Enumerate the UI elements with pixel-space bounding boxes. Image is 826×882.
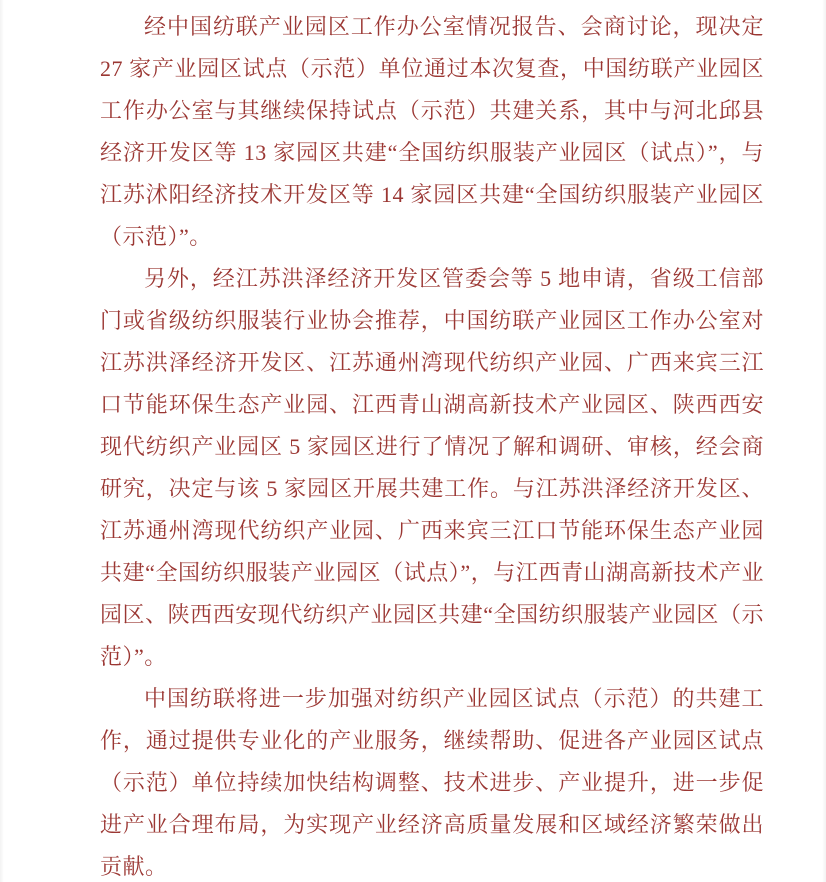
paragraph-review-results: 经中国纺联产业园区工作办公室情况报告、会商讨论，现决定 27 家产业园区试点（示范）单位通过本次复查，中国纺联产业园区工作办公室与其继续保持试点（示范）共建关系，其中与河北邱县经济开发区等 13 家园区共建“全国纺织服装产业园区（试点）”，与江苏沭阳经济技术开发区等 14 家园区共建“全国纺织服装产业园区（示范）”。 <box>100 14 764 249</box>
paragraph-new-parks: 另外，经江苏洪泽经济开发区管委会等 5 地申请，省级工信部门或省级纺织服装行业协会推荐，中国纺联产业园区工作办公室对江苏洪泽经济开发区、江苏通州湾现代纺织产业园、广西来宾三江口节能环保生态产业园、江西青山湖高新技术产业园区、陕西西安现代纺织产业园区 5 家园区进行了情况了解和调研、审核，经会商研究，决定与该 5 家园区开展共建工作。与江苏洪泽经济开发区、江苏通州湾现代纺织产业园、广西来宾三江口节能环保生态产业园共建“全国纺织服装产业园区（试点）”，与江西青山湖高新技术产业园区、陕西西安现代纺织产业园区共建“全国纺织服装产业园区（示范）”。 <box>100 266 764 669</box>
paragraph-conclusion: 中国纺联将进一步加强对纺织产业园区试点（示范）的共建工作，通过提供专业化的产业服务，继续帮助、促进各产业园区试点（示范）单位持续加快结构调整、技术进步、产业提升，进一步促进产业合理布局，为实现产业经济高质量发展和区域经济繁荣做出贡献。 <box>100 686 764 879</box>
